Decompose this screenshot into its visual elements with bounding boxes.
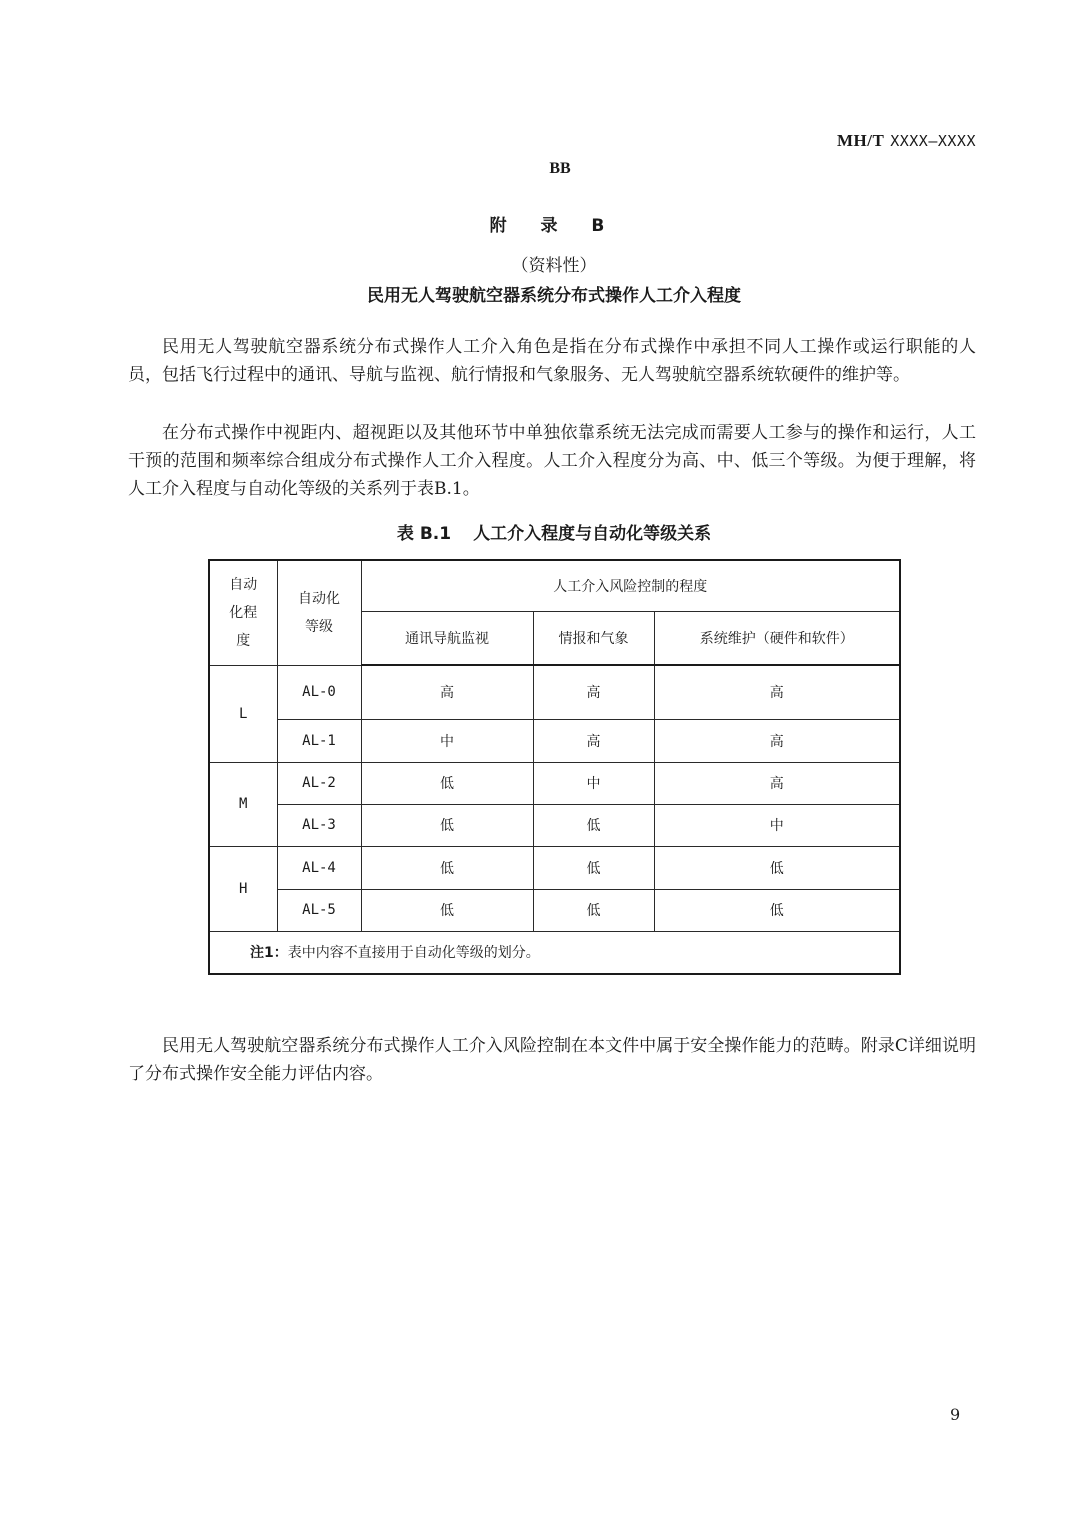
table-row bbox=[209, 804, 900, 846]
group-cell-h: H bbox=[209, 846, 277, 931]
header-auto-degree bbox=[209, 560, 277, 665]
table-row bbox=[209, 889, 900, 931]
table-note-row bbox=[209, 931, 900, 974]
cns-cell: 中 bbox=[361, 719, 533, 762]
table-row bbox=[209, 719, 900, 762]
paragraph-risk-control: 民用无人驾驶航空器系统分布式操作人工介入风险控制在本文件中属于安全操作能力的范畴。附录C详细说明了分布式操作安全能力评估内容。 bbox=[128, 1036, 976, 1084]
level-cell: AL-1 bbox=[277, 719, 361, 762]
maint-cell: 低 bbox=[654, 846, 900, 889]
table-row bbox=[209, 665, 900, 719]
maint-cell: 中 bbox=[654, 804, 900, 846]
table-caption bbox=[0, 519, 1080, 544]
intel-cell: 中 bbox=[533, 762, 654, 804]
cns-cell: 低 bbox=[361, 804, 533, 846]
group-cell-m: M bbox=[209, 762, 277, 846]
intel-cell: 低 bbox=[533, 846, 654, 889]
cns-cell: 高 bbox=[361, 665, 533, 719]
group-cell-l: L bbox=[209, 665, 277, 762]
table-note-text: 表中内容不直接用于自动化等级的划分。 bbox=[287, 945, 540, 962]
intel-cell: 低 bbox=[533, 889, 654, 931]
document-code-prefix: MH/T bbox=[836, 131, 885, 150]
paragraph-degree: 在分布式操作中视距内、超视距以及其他环节中单独依靠系统无法完成而需要人工参与的操作和运行，人工干预的范围和频率综合组成分布式操作人工介入程度。人工介入程度分为高、中、低三个等级。为便于理解，将人工介入程度与自动化等级的关系列于表B.1。 bbox=[128, 423, 976, 499]
header-auto-level bbox=[277, 560, 361, 665]
table-note-label: 注1： bbox=[250, 945, 288, 962]
table-caption-number: 表 B.1 bbox=[396, 524, 452, 544]
maint-cell: 高 bbox=[654, 719, 900, 762]
table-caption-title: 人工介入程度与自动化等级关系 bbox=[473, 524, 712, 544]
document-code bbox=[837, 131, 976, 151]
table-row bbox=[209, 846, 900, 889]
header-auto-level-line2: 等级 bbox=[305, 618, 333, 635]
header-auto-degree-line2: 化程 bbox=[229, 604, 258, 621]
stray-mark: BB bbox=[549, 160, 571, 177]
header-auto-degree-line1: 自动 bbox=[229, 576, 258, 593]
header-col-maint: 系统维护（硬件和软件） bbox=[654, 611, 900, 665]
cns-cell: 低 bbox=[361, 762, 533, 804]
maint-cell: 高 bbox=[654, 665, 900, 719]
header-col-intel: 情报和气象 bbox=[533, 611, 654, 665]
document-code-number: XXXX—XXXX bbox=[890, 132, 976, 150]
header-col-cns: 通讯导航监视 bbox=[361, 611, 533, 665]
paragraph-roles: 民用无人驾驶航空器系统分布式操作人工介入角色是指在分布式操作中承担不同人工操作或运行职能的人员，包括飞行过程中的通讯、导航与监视、航行情报和气象服务、无人驾驶航空器系统软硬件的维护等。 bbox=[128, 337, 976, 385]
level-cell: AL-3 bbox=[277, 804, 361, 846]
level-cell: AL-0 bbox=[277, 665, 361, 719]
header-auto-degree-line3: 度 bbox=[236, 632, 251, 649]
appendix-name: 民用无人驾驶航空器系统分布式操作人工介入程度 bbox=[367, 286, 741, 306]
table-note bbox=[209, 931, 900, 974]
intel-cell: 高 bbox=[533, 665, 654, 719]
maint-cell: 高 bbox=[654, 762, 900, 804]
header-risk-group: 人工介入风险控制的程度 bbox=[361, 560, 900, 611]
header-auto-level-line1: 自动化 bbox=[298, 590, 340, 607]
automation-table bbox=[208, 559, 901, 975]
intel-cell: 高 bbox=[533, 719, 654, 762]
cns-cell: 低 bbox=[361, 889, 533, 931]
appendix-type: （资料性） bbox=[511, 256, 597, 276]
level-cell: AL-2 bbox=[277, 762, 361, 804]
table-row bbox=[209, 762, 900, 804]
cns-cell: 低 bbox=[361, 846, 533, 889]
appendix-title: 附 录 B bbox=[489, 216, 619, 236]
level-cell: AL-5 bbox=[277, 889, 361, 931]
intel-cell: 低 bbox=[533, 804, 654, 846]
level-cell: AL-4 bbox=[277, 846, 361, 889]
maint-cell: 低 bbox=[654, 889, 900, 931]
page-number: 9 bbox=[950, 1405, 961, 1424]
